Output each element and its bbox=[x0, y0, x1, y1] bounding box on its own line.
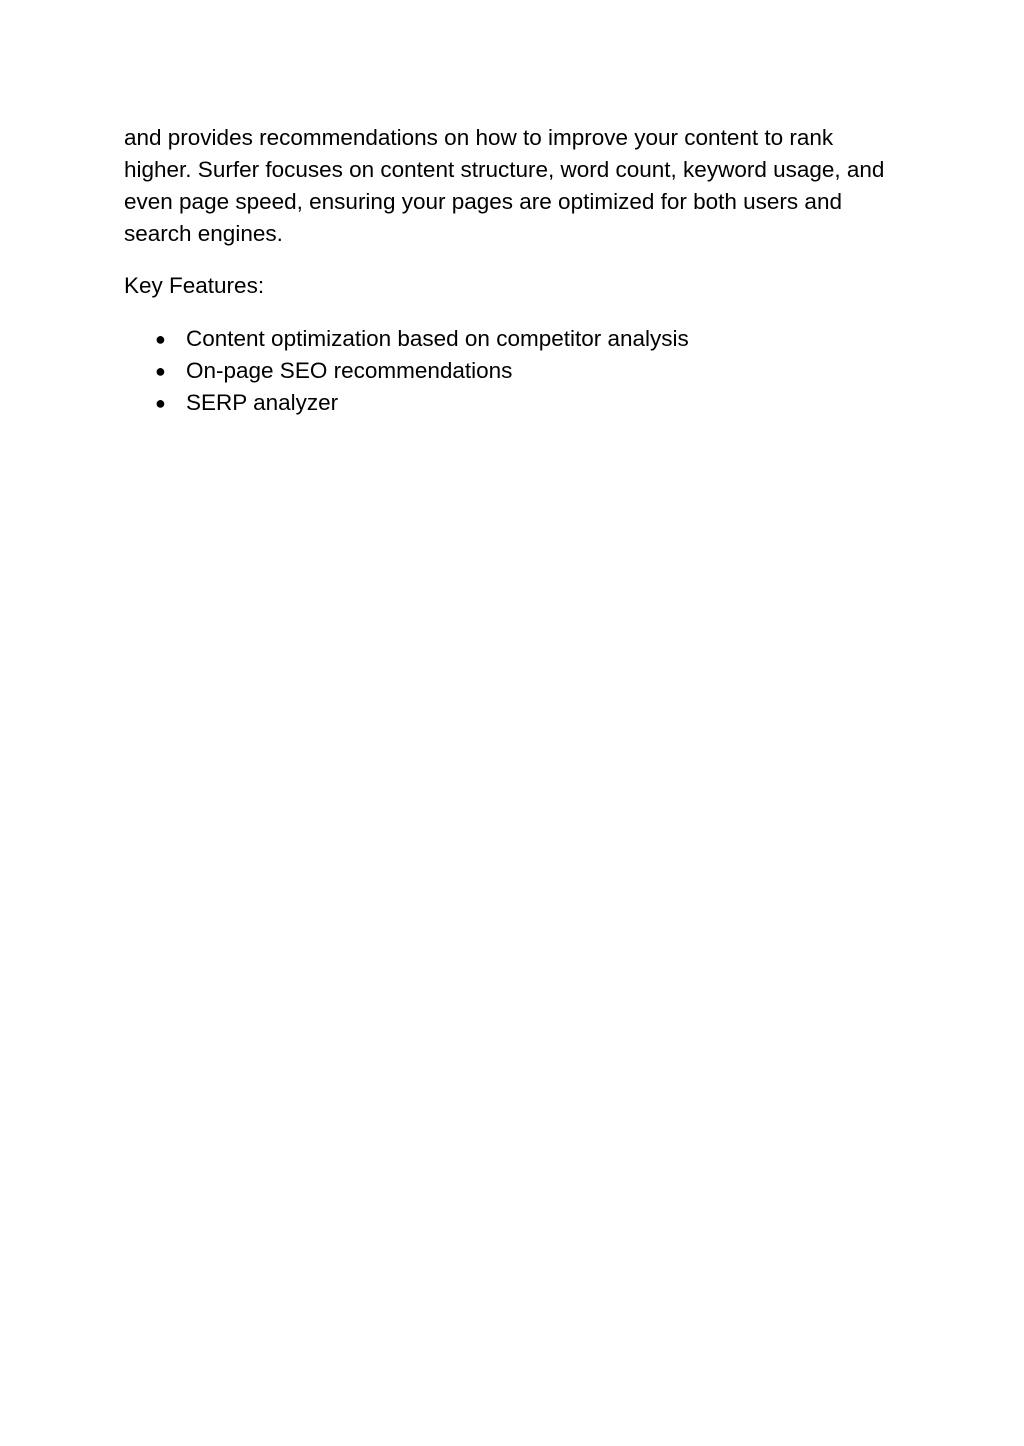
bullet-icon: ● bbox=[155, 393, 166, 413]
feature-label: SERP analyzer bbox=[186, 390, 339, 415]
feature-item-competitor-analysis bbox=[124, 323, 904, 355]
feature-label: Content optimization based on competitor analysis bbox=[186, 326, 689, 351]
feature-item-on-page-seo bbox=[124, 355, 904, 387]
bullet-icon: ● bbox=[155, 361, 166, 381]
bullet-icon: ● bbox=[155, 329, 166, 349]
feature-list bbox=[124, 323, 904, 419]
key-features-heading: Key Features: bbox=[124, 273, 265, 298]
body-paragraph: and provides recommendations on how to improve your content to rank higher. Surfer focuses on content structure, word count, keyword usage, and even page speed, ensuring your pages are optimized for both users and search engines. bbox=[124, 125, 885, 246]
document-content bbox=[124, 122, 904, 419]
feature-label: On-page SEO recommendations bbox=[186, 358, 513, 383]
feature-item-serp-analyzer bbox=[124, 387, 904, 419]
